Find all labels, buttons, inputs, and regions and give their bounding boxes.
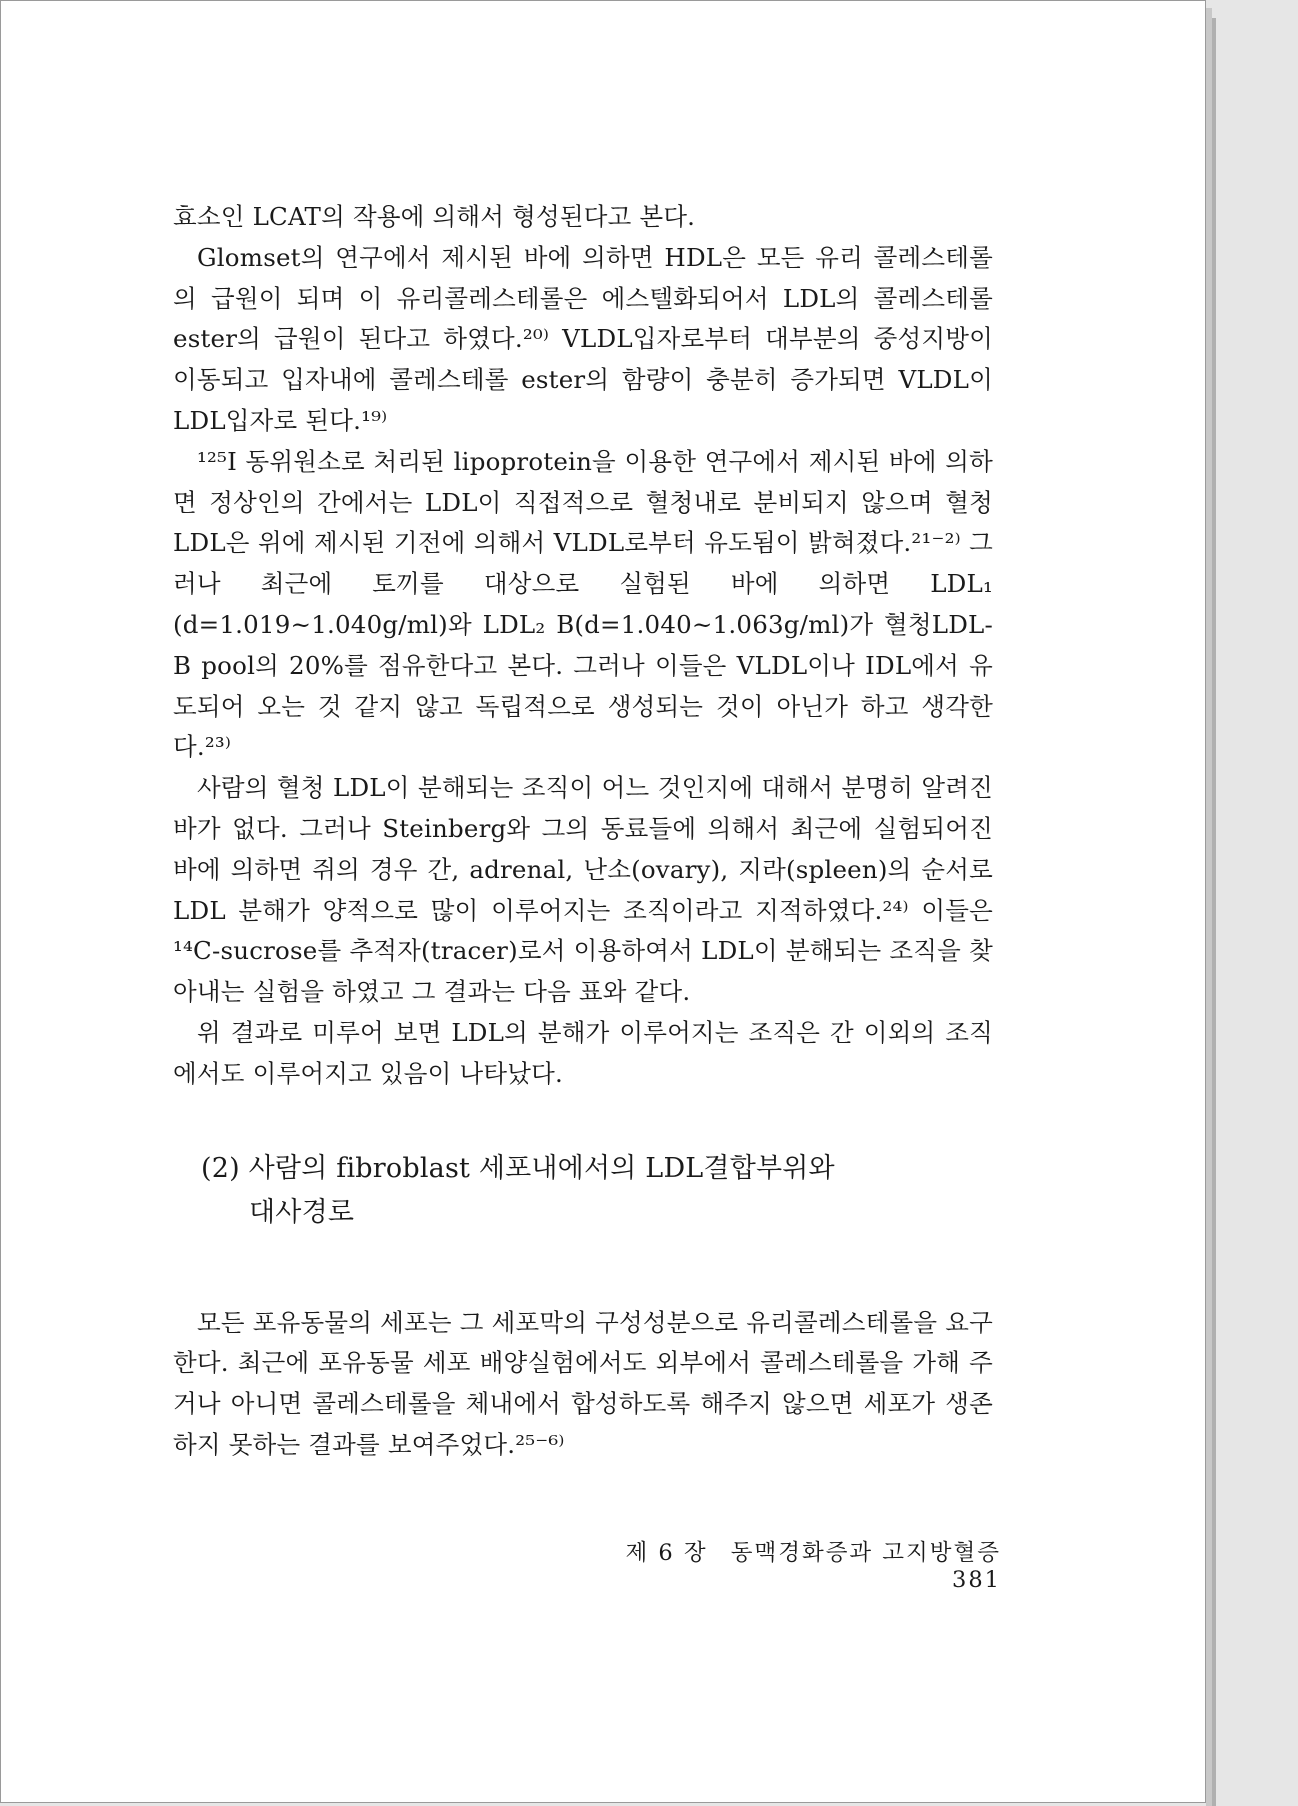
paragraph-6: 모든 포유동물의 세포는 그 세포막의 구성성분으로 유리콜레스테롤을 요구한다. 최근에 포유동물 세포 배양실험에서도 외부에서 콜레스테롤을 가해 주거나 아니면 콜레스테롤을 체내에서 합성하도록 해주지 않으면 세포가 생존하지 못하는 결과를 보여주었다.²⁵⁻⁶⁾ [173, 1307, 993, 1459]
page-footer [541, 1535, 1001, 1593]
paragraph-1: 효소인 LCAT의 작용에 의해서 형성된다고 본다. [173, 202, 696, 231]
paragraph-5: 위 결과로 미루어 보면 LDL의 분해가 이루어지는 조직은 간 이외의 조직에서도 이루어지고 있음이 나타났다. [173, 1017, 993, 1088]
page-number: 381 [952, 1567, 1001, 1593]
section-heading [201, 1147, 993, 1235]
page-body [173, 197, 993, 1466]
section-gap [173, 1235, 993, 1303]
paragraph-3: ¹²⁵I 동위원소로 처리된 lipoprotein을 이용한 연구에서 제시된 바에 의하면 정상인의 간에서는 LDL이 직접적으로 혈청내로 분비되지 않으며 혈청 LDL은 위에 제시된 기전에 의해서 VLDL로부터 유도됨이 밝혀졌다.²¹⁻²⁾ 그러나 최근에 토끼를 대상으로 실험된 바에 의하면 LDL₁ (d=1.019~1.040g/ml)와 LDL₂ B(d=1.040~1.063g/ml)가 혈청LDL-B pool의 20%를 점유한다고 본다. 그러나 이들은 VLDL이나 IDL에서 유도되어 오는 것 같지 않고 독립적으로 생성되는 것이 아닌가 하고 생각한다.²³⁾ [173, 446, 993, 762]
footer-chapter-title: 동맥경화증과 고지방혈증 [730, 1540, 1001, 1566]
section-heading-line-1: (2) 사람의 fibroblast 세포내에서의 LDL결합부위와 [201, 1152, 835, 1184]
footer-chapter: 제 6 장 [625, 1540, 708, 1566]
paragraph-2: Glomset의 연구에서 제시된 바에 의하면 HDL은 모든 유리 콜레스테롤의 급원이 되며 이 유리콜레스테롤은 에스텔화되어서 LDL의 콜레스테롤 ester의 급원이 된다고 하였다.²⁰⁾ VLDL입자로부터 대부분의 중성지방이 이동되고 입자내에 콜레스테롤 ester의 함량이 충분히 증가되면 VLDL이 LDL입자로 된다.¹⁹⁾ [173, 242, 993, 435]
section-heading-line-2: 대사경로 [249, 1196, 355, 1228]
page-edge-shadow-outer [1212, 18, 1216, 1806]
paragraph-4: 사람의 혈청 LDL이 분해되는 조직이 어느 것인지에 대해서 분명히 알려진 바가 없다. 그러나 Steinberg와 그의 동료들에 의해서 최근에 실험되어진 바에 의하면 쥐의 경우 간, adrenal, 난소(ovary), 지라(spleen)의 순서로 LDL 분해가 양적으로 많이 이루어지는 조직이라고 지적하였다.²⁴⁾ 이들은 ¹⁴C-sucrose를 추적자(tracer)로서 이용하여서 LDL이 분해되는 조직을 찾아내는 실험을 하였고 그 결과는 다음 표와 같다. [173, 773, 993, 1007]
